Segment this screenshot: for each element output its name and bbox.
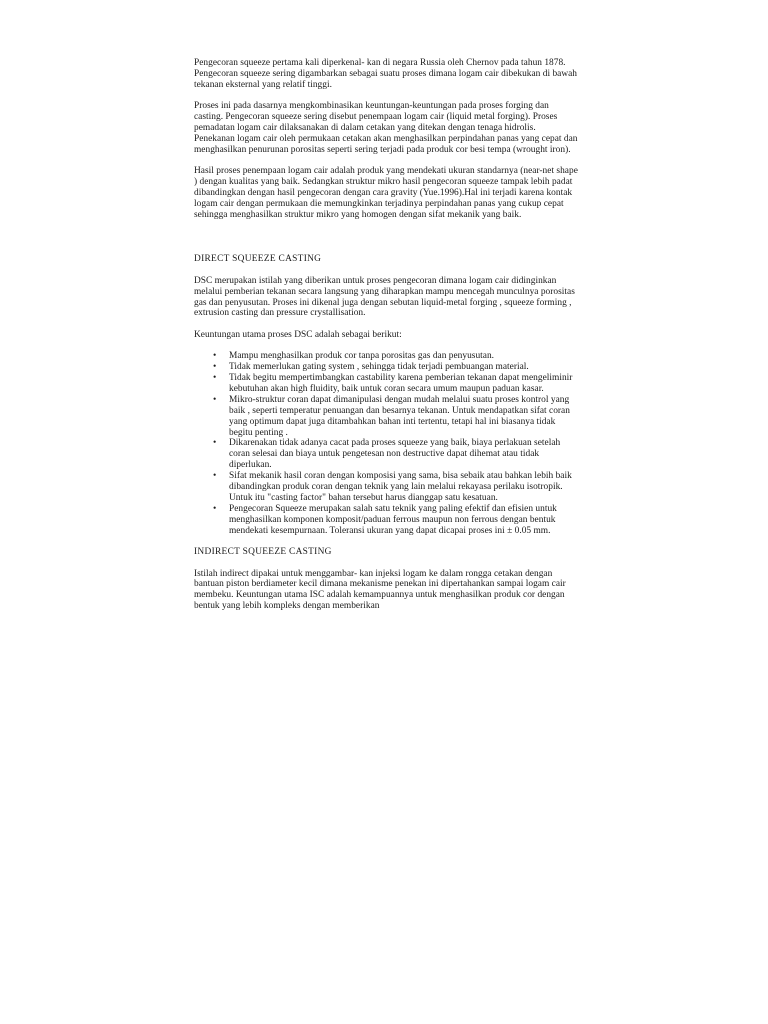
list-item: • Sifat mekanik hasil coran dengan komposisi yang sama, bisa sebaik atau bahkan lebih baik dibandingkan produk coran dengan teknik yang lain melalui rekayasa perilaku isotropik. Untuk itu "casting factor" bahan tersebut harus dianggap satu kesatuan. — [229, 471, 578, 504]
list-item: • Pengecoran Squeeze merupakan salah satu teknik yang paling efektif dan efisien untuk menghasilkan komponen komposit/paduan ferrous maupun non ferrous dengan bentuk mendekati kesempurnaan. Toleransi ukuran yang dapat dicapai proses ini ± 0.05 mm. — [229, 504, 578, 537]
list-item: • Dikarenakan tidak adanya cacat pada proses squeeze yang baik, biaya perlakuan setelah coran selesai dan biaya untuk pengetesan non destructive dapat dihemat atau tidak diperlukan. — [229, 438, 578, 471]
section-spacer — [194, 231, 578, 254]
dsc-advantages-list — [194, 351, 578, 536]
dsc-heading: DIRECT SQUEEZE CASTING — [194, 254, 322, 265]
list-item: • Mampu menghasilkan produk cor tanpa porositas gas dan penyusutan. — [229, 351, 578, 362]
list-item: • Tidak begitu mempertimbangkan castability karena pemberian tekanan dapat mengeliminir kebutuhan akan high fluidity, baik untuk coran secara umum maupun paduan kasar. — [229, 373, 578, 395]
dsc-paragraph-1: DSC merupakan istilah yang diberikan untuk proses pengecoran dimana logam cair didinginkan melalui pemberian tekanan secara langsung yang diharapkan mampu mencegah munculnya porositas gas dan penyusutan. Proses ini dikenal juga dengan sebutan liquid-metal forging , squeeze forming , extrusion casting dan pressure crystallisation. — [194, 275, 575, 319]
list-item: • Mikro-struktur coran dapat dimanipulasi dengan mudah melalui suatu proses kontrol yang baik , seperti temperatur penuangan dan besarnya tekanan. Untuk mendapatkan sifat coran yang optimum dapat juga ditambahkan bahan inti tertentu, tetapi hal ini biasanya tidak begitu penting . — [229, 395, 578, 439]
intro-paragraph-1: Pengecoran squeeze pertama kali diperkenal- kan di negara Russia oleh Chernov pada tahun 1878. Pengecoran squeeze sering digambarkan sebagai suatu proses dimana logam cair dibekukan di bawah tekanan eksternal yang relatif tinggi. — [194, 58, 578, 90]
isc-heading: INDIRECT SQUEEZE CASTING — [194, 547, 332, 558]
intro-paragraph-2: Proses ini pada dasarnya mengkombinasikan keuntungan-keuntungan pada proses forging dan casting. Pengecoran squeeze sering disebut penempaan logam cair (liquid metal forging). Proses pemadatan logam cair dilaksanakan di dalam cetakan yang ditekan dengan tenaga hidrolis. Penekanan logam cair oleh permukaan cetakan akan menghasilkan perpindahan panas yang cepat dan menghasilkan penurunan porositas seperti sering terjadi pada produk cor besi tempa (wrought iron). — [194, 101, 578, 155]
dsc-paragraph-2: Keuntungan utama proses DSC adalah sebagai berikut: — [194, 329, 402, 340]
document-page — [194, 58, 578, 623]
intro-paragraph-3: Hasil proses penempaan logam cair adalah produk yang mendekati ukuran standarnya (near-net shape ) dengan kualitas yang baik. Sedangkan struktur mikro hasil pengecoran squeeze tampak lebih padat dibandingkan dengan hasil pengecoran dengan cara gravity (Yue.1996).Hal ini terjadi karena kontak logam cair dengan permukaan die memungkinkan terjadinya perpindahan panas yang cukup cepat sehingga menghasilkan struktur mikro yang homogen dengan sifat mekanik yang baik. — [194, 166, 578, 220]
list-item: • Tidak memerlukan gating system , sehingga tidak terjadi pembuangan material. — [229, 362, 578, 373]
isc-paragraph-1: Istilah indirect dipakai untuk menggambar- kan injeksi logam ke dalam rongga cetakan dengan bantuan piston berdiameter kecil dimana mekanisme penekan ini dipertahankan sampai logam cair membeku. Keuntungan utama ISC adalah kemampuannya untuk menghasilkan produk cor dengan bentuk yang lebih kompleks dengan memberikan — [194, 568, 566, 612]
